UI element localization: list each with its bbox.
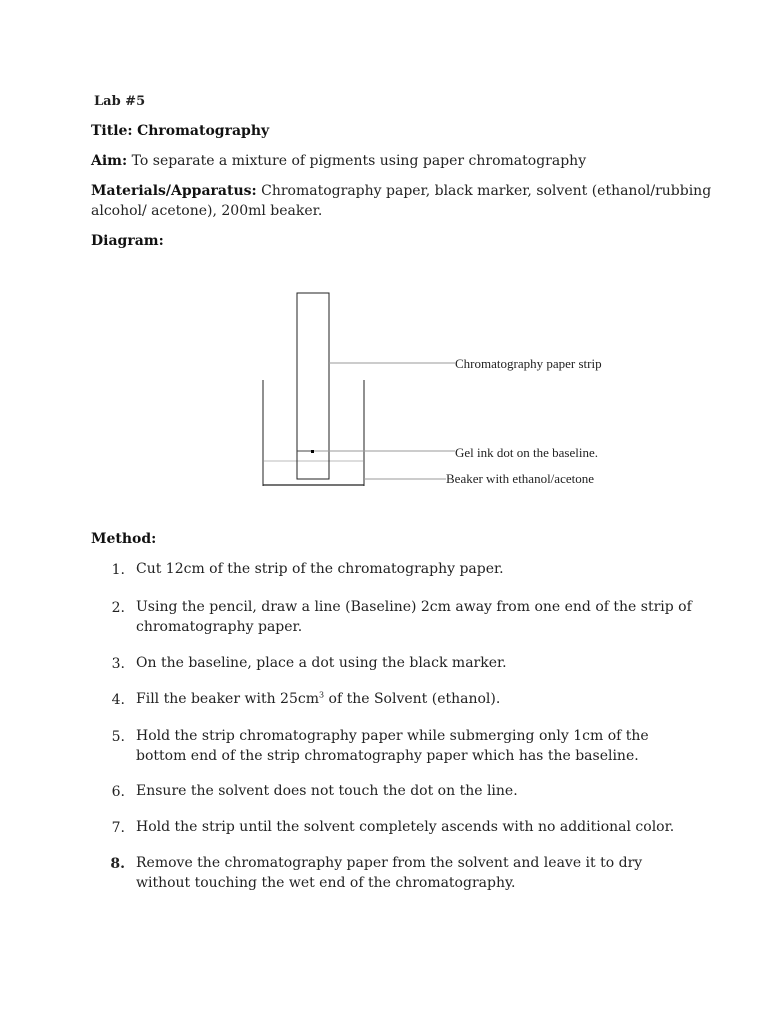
step-text: Hold the strip until the solvent completely ascends with no additional color. (136, 819, 675, 835)
step-number: 5. (111, 729, 125, 745)
step-number: 6. (111, 784, 125, 800)
step-number: 3. (111, 656, 125, 672)
step-number: 7. (111, 820, 125, 836)
lab-number: Lab #5 (94, 94, 146, 109)
step-text: Using the pencil, draw a line (Baseline) 2cm away from one end of the strip of chromatography paper. (136, 599, 692, 635)
diagram-heading (91, 231, 164, 251)
aim-line (91, 151, 586, 171)
paper-strip (297, 293, 329, 479)
step-number: 8. (110, 856, 125, 872)
step-number: 4. (111, 692, 125, 708)
step-text: Remove the chromatography paper from the solvent and leave it to dry without touching the wet end of the chromatography. (136, 855, 643, 891)
step-text: Ensure the solvent does not touch the dot on the line. (136, 783, 518, 799)
title-label: Title: (91, 123, 133, 139)
step-text-part: Fill the beaker with 25cm (136, 691, 319, 707)
title-value: Chromatography (137, 123, 270, 139)
label-strip: Chromatography paper strip (455, 356, 602, 371)
title-line (91, 121, 269, 141)
method-label: Method: (91, 531, 157, 547)
step-number: 2. (111, 600, 125, 616)
step-text (136, 690, 696, 710)
label-beaker: Beaker with ethanol/acetone (446, 471, 594, 486)
materials-value-1: Chromatography paper, black marker, solvent (ethanol/rubbing (261, 183, 712, 199)
ink-dot (311, 450, 314, 453)
diagram-label: Diagram: (91, 233, 164, 249)
materials-line-1 (91, 181, 711, 201)
aim-value: To separate a mixture of pigments using paper chromatography (131, 153, 587, 169)
materials-label: Materials/Apparatus: (91, 183, 257, 199)
materials-line-2: alcohol/ acetone), 200ml beaker. (91, 203, 323, 219)
step-text: Hold the strip chromatography paper while submerging only 1cm of the bottom end of the strip chromatography paper which has the baseline. (136, 728, 649, 764)
step-text: Cut 12cm of the strip of the chromatography paper. (136, 561, 504, 577)
step-text: On the baseline, place a dot using the black marker. (136, 655, 507, 671)
aim-label: Aim: (91, 153, 128, 169)
superscript: 3 (318, 690, 325, 700)
step-number: 1. (111, 562, 125, 578)
step-text-part: of the Solvent (ethanol). (324, 691, 501, 707)
method-heading (91, 529, 156, 549)
label-dot: Gel ink dot on the baseline. (455, 445, 598, 460)
